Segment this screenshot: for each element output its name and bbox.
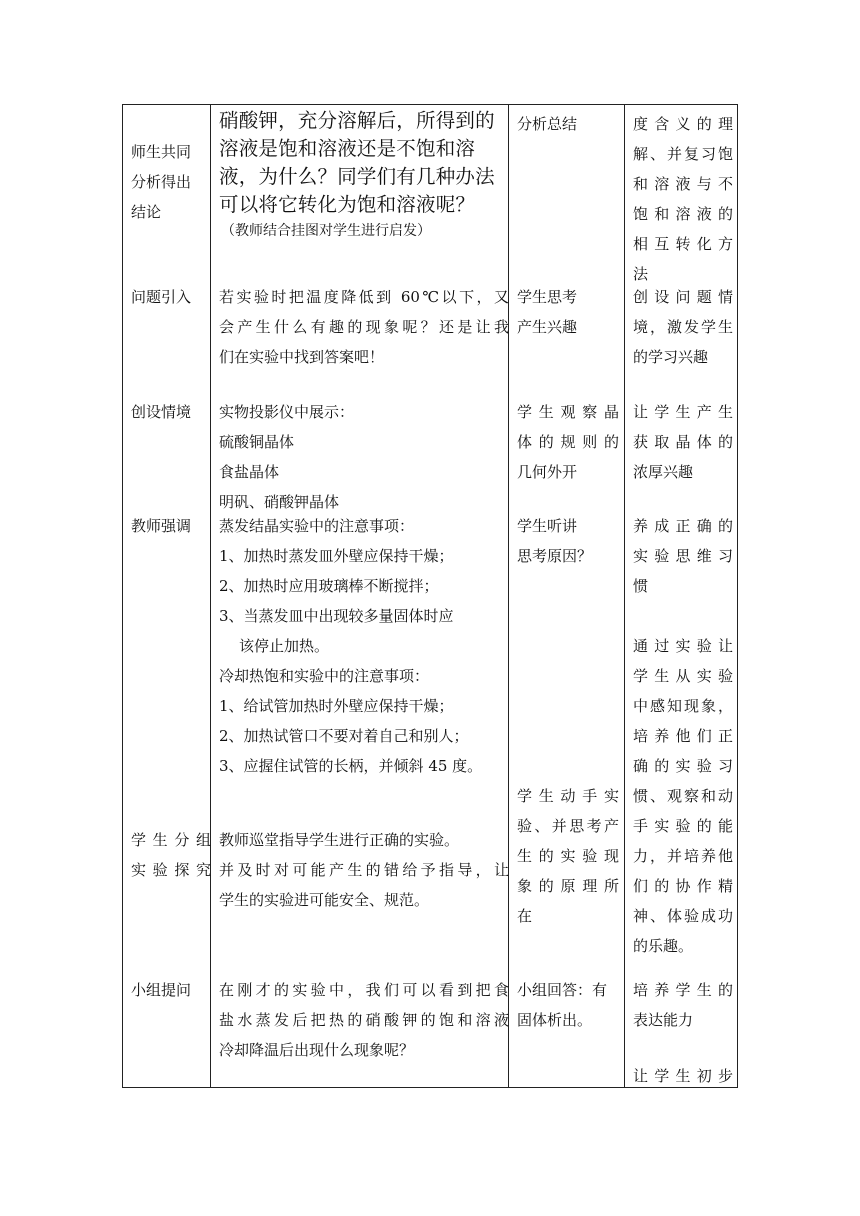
process-cell: 小组提问 [131, 981, 192, 999]
design-intent-cell: 通过实验让 学生从实验 中感知现象， 培养他们正 确的实验习 惯、观察和动 手实验的能 力，并培养他 们的协作精 神、体验成功 的乐趣。 [633, 637, 733, 955]
design-intent-cell: 让学生产生 获取晶体的 浓厚兴趣 [633, 403, 733, 481]
teacher-activity-cell: 若实验时把温度降低到 60℃以下，又 会产生什么有趣的现象呢？还是让我 们在实验中找到答案吧！ [219, 288, 509, 366]
student-activity-cell: 小组回答：有 固体析出。 [517, 981, 608, 1029]
student-activity-cell: 学生动手实 验、并思考产 生的实验现 象的原理所 在 [517, 787, 619, 925]
process-cell: 师生共同 分析得出 结论 [131, 143, 192, 221]
process-cell: 创设情境 [131, 403, 192, 421]
process-cell: 学生分组 实验探究 [131, 831, 211, 879]
teacher-note: （教师结合挂图对学生进行启发） [221, 223, 431, 239]
process-cell: 教师强调 [131, 517, 192, 535]
teacher-activity-cell: 硝酸钾，充分溶解后，所得到的 溶液是饱和溶液还是不饱和溶 液，为什么？同学们有几种办法 可以将它转化为饱和溶液呢？ （教师结合挂图对学生进行启发） [211, 107, 509, 243]
teacher-activity-cell: 在刚才的实验中，我们可以看到把食 盐水蒸发后把热的硝酸钾的饱和溶液 冷却降温后出现什么现象呢？ [219, 981, 509, 1059]
student-activity-cell: 学生观察晶 体的规则的 几何外开 [517, 403, 619, 481]
teacher-activity-cell: 教师巡堂指导学生进行正确的实验。 并及时对可能产生的错给予指导，让 学生的实验进可能安全、规范。 [219, 831, 509, 909]
design-intent-cell: 养成正确的 实验思维习 惯 [633, 517, 733, 595]
lesson-plan-table [122, 104, 738, 1088]
process-cell: 问题引入 [131, 288, 192, 306]
design-intent-cell: 创设问题情 境，激发学生 的学习兴趣 [633, 288, 733, 366]
teacher-activity-cell: 实物投影仪中展示： 硫酸铜晶体 食盐晶体 明矾、硝酸钾晶体 [219, 403, 355, 511]
student-activity-cell: 学生思考 产生兴趣 [517, 288, 578, 336]
design-intent-cell: 度含义的理 解、并复习饱 和溶液与不 饱和溶液的 相互转化方 法 [633, 115, 733, 283]
teacher-activity-cell: 蒸发结晶实验中的注意事项： 1、加热时蒸发皿外壁应保持干燥； 2、加热时应用玻璃棒不断搅拌； 3、当蒸发皿中出现较多量固体时应 该停止加热。 冷却热饱和实验中的注意事项： 1、给试管加热时外壁应保持干燥； 2、加热试管口不要对着自己和别人； 3、应握住试管的长柄，并倾斜 45 度。 [219, 517, 483, 775]
design-intent-cell: 培养学生的 表达能力 [633, 981, 733, 1029]
student-activity-cell: 学生听讲 思考原因？ [517, 517, 593, 565]
student-activity-cell: 分析总结 [517, 115, 578, 133]
design-intent-cell: 让学生初步 [633, 1067, 733, 1085]
